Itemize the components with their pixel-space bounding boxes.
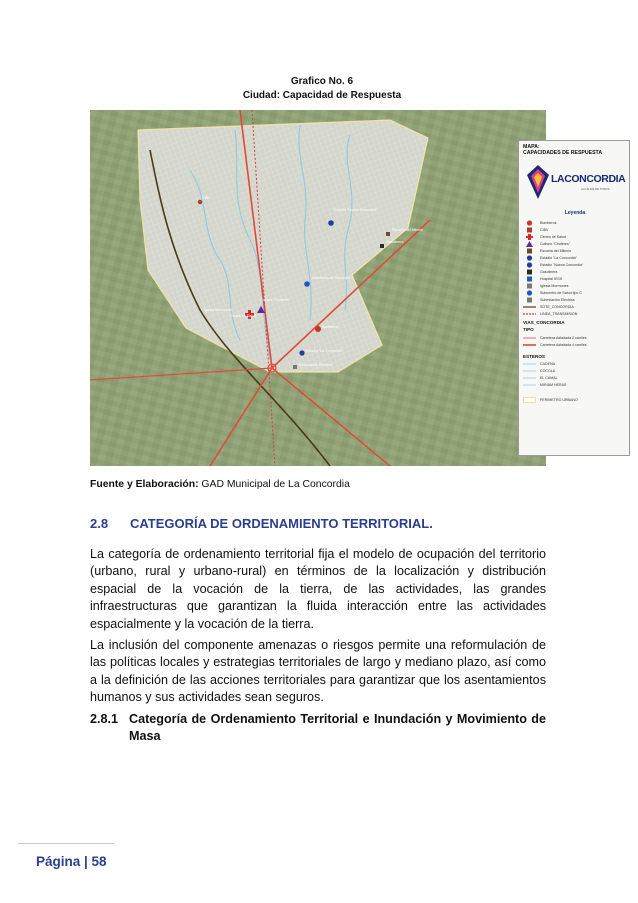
legend-item-label: Escuela del Milenio xyxy=(540,248,571,253)
figure-subtitle: Ciudad: Capacidad de Respuesta xyxy=(242,90,402,101)
page-footer: Página | 58 xyxy=(36,854,107,869)
legend-via-row xyxy=(523,342,587,349)
poi-subcentro-salud-icon xyxy=(304,281,310,287)
map-label: Iglesia Mormones xyxy=(204,308,233,312)
legend-title-line2: CAPACIDADES DE RESPUESTA xyxy=(523,149,603,156)
legend-perimeter-label: PERIMETRO URBANO xyxy=(540,397,578,402)
map-legend xyxy=(518,140,630,456)
legend-estero-label: CADENA xyxy=(540,361,555,366)
section-heading xyxy=(90,516,433,531)
municipality-logo xyxy=(525,161,625,207)
legend-estero-line-icon xyxy=(523,361,537,368)
section-number: 2.8 xyxy=(90,516,109,531)
legend-estero-row xyxy=(523,382,566,389)
legend-via-label: Carretera Asfaltada 4 carriles xyxy=(540,342,587,347)
map-label: CIBV xyxy=(202,196,211,200)
figure-source xyxy=(90,479,350,490)
stadium-icon xyxy=(523,262,537,269)
figure-title: Grafico No. 6 xyxy=(290,76,354,87)
legend-item-row xyxy=(523,297,575,304)
legend-item-label: Coliseo "Choferes" xyxy=(540,241,571,246)
subsection-title: Categoría de Ordenamiento Territorial e Inundación y Movimiento de Masa xyxy=(129,712,546,744)
legend-via-label: Carretera Asfaltada 2 carriles xyxy=(540,335,587,340)
pipeline-line-icon xyxy=(523,304,537,311)
poi-estadio-nueva-concordia-icon xyxy=(328,220,334,226)
map-label: Gasolinera xyxy=(386,240,404,244)
transmission-line-icon xyxy=(523,311,537,318)
legend-item-label: Subestación Eléctrica xyxy=(540,297,575,302)
body-paragraph: La categoría de ordenamiento territorial fija el modelo de ocupación del territorio (urbano, rural y urbano-rural) en términos de la localización y distribución espacial de la vocación de la tierra, de las actividades, las grandes infraestructuras que garantizan la fluida interacción entre las actividades espacialmente y la vocación de la tierra. xyxy=(90,547,546,631)
logo-text: LACONCORDIA xyxy=(551,173,626,185)
triangle-icon xyxy=(523,241,537,248)
school-icon xyxy=(523,248,537,255)
legend-via-row xyxy=(523,335,587,342)
legend-item-row xyxy=(523,276,562,283)
map-label: Subcentro de Salud tipo C xyxy=(312,276,354,280)
body-paragraph: La inclusión del componente amenazas o riesgos permite una reformulación de las políticas locales y estrategias territoriales de largo y mediano plazo, así como a la definición de las acciones territoriales para garantizar que los asentamientos humanos y sus actividades sean seguros. xyxy=(90,638,546,705)
map-label: Centro de Salud xyxy=(230,314,256,318)
logo-mark-icon xyxy=(527,165,549,199)
legend-heading: Leyenda xyxy=(564,210,586,216)
legend-item-row xyxy=(523,283,568,290)
map-label: Escuela del Milenio xyxy=(392,228,423,232)
legend-via-line-icon xyxy=(523,335,537,342)
map-label: Subestación Eléctrica xyxy=(298,363,333,367)
legend-item-label: Iglesia Mormones xyxy=(540,283,569,288)
section-title: CATEGORÍA DE ORDENAMIENTO TERRITORIAL. xyxy=(130,516,433,531)
map-label: Coliseo "Choferes" xyxy=(260,298,291,302)
legend-perimeter-row xyxy=(523,397,578,404)
poi-gasolinera-icon xyxy=(380,244,384,248)
perimeter-swatch-icon xyxy=(523,397,537,404)
poi-bomberos-icon xyxy=(315,326,321,332)
legend-estero-line-icon xyxy=(523,382,537,389)
fire-station-icon xyxy=(523,220,537,227)
legend-esteros-heading: ESTEROS xyxy=(523,354,545,359)
poi-estadio-la-concordia-icon xyxy=(299,350,304,355)
legend-item-row xyxy=(523,220,556,227)
legend-item-row xyxy=(523,262,583,269)
legend-map-title xyxy=(523,145,602,157)
legend-item-row xyxy=(523,269,557,276)
legend-item-label: Bomberos xyxy=(540,220,557,225)
legend-item-label: Gasolinera xyxy=(540,269,558,274)
legend-item-label: Estadio "La Concordia" xyxy=(540,255,577,260)
subsection-number: 2.8.1 xyxy=(90,712,119,726)
subsection-heading xyxy=(90,711,546,746)
legend-item-label: Hospital IESS xyxy=(540,276,563,281)
legend-estero-label: COCOLA xyxy=(540,368,556,373)
legend-estero-label: MIRIAM HERAS xyxy=(540,382,567,387)
legend-item-label: Estadio "Nueva Concordia" xyxy=(540,262,584,267)
legend-estero-label: EL CAMAL xyxy=(540,375,558,380)
legend-item-label: Centro de Salud xyxy=(540,234,566,239)
legend-item-row xyxy=(523,234,566,241)
legend-item-label: SOTE_CONCORDIA xyxy=(540,304,574,309)
legend-estero-line-icon xyxy=(523,368,537,375)
legend-estero-row xyxy=(523,361,555,368)
poi-subestacion-icon xyxy=(293,365,297,369)
legend-item-row xyxy=(523,227,548,234)
substation-icon xyxy=(523,297,537,304)
red-cross-icon xyxy=(523,234,537,241)
legend-estero-line-icon xyxy=(523,375,537,382)
gas-station-icon xyxy=(523,269,537,276)
legend-item-row xyxy=(523,311,577,318)
health-center-icon xyxy=(523,290,537,297)
legend-via-line-icon xyxy=(523,342,537,349)
legend-tipo-heading: TIPO xyxy=(523,327,534,332)
legend-item-row xyxy=(523,248,571,255)
source-text: GAD Municipal de La Concordia xyxy=(198,479,350,490)
legend-item-row xyxy=(523,304,574,311)
legend-item-label: CIBV xyxy=(540,227,549,232)
hospital-icon xyxy=(523,276,537,283)
poi-escuela-milenio-icon xyxy=(386,232,390,236)
legend-estero-row xyxy=(523,368,555,375)
legend-item-label: LINEA_TRANSMISION xyxy=(540,311,578,316)
poi-cibv-icon xyxy=(198,200,202,204)
map-image xyxy=(90,110,626,466)
legend-vias-heading: VIAS_CONCORDIA xyxy=(523,320,565,325)
legend-item-row xyxy=(523,290,582,297)
source-label: Fuente y Elaboración: xyxy=(90,479,199,490)
stadium-icon xyxy=(523,255,537,262)
childcare-icon xyxy=(523,227,537,234)
legend-item-row xyxy=(523,255,577,262)
legend-estero-row xyxy=(523,375,558,382)
map-label: Bomberos xyxy=(322,325,339,329)
map-label: Estadio "Nueva Concordia" xyxy=(334,208,378,212)
footer-rule xyxy=(18,843,114,844)
legend-item-row xyxy=(523,241,570,248)
legend-item-label: Subcentro de Salud tipo C xyxy=(540,290,582,295)
legend-title-line1: MAPA: xyxy=(523,144,540,150)
logo-subtext: ALCALDÍA DE TODOS xyxy=(581,187,610,191)
church-icon xyxy=(523,283,537,290)
map-label: Estadio "La Concordia" xyxy=(306,349,343,353)
